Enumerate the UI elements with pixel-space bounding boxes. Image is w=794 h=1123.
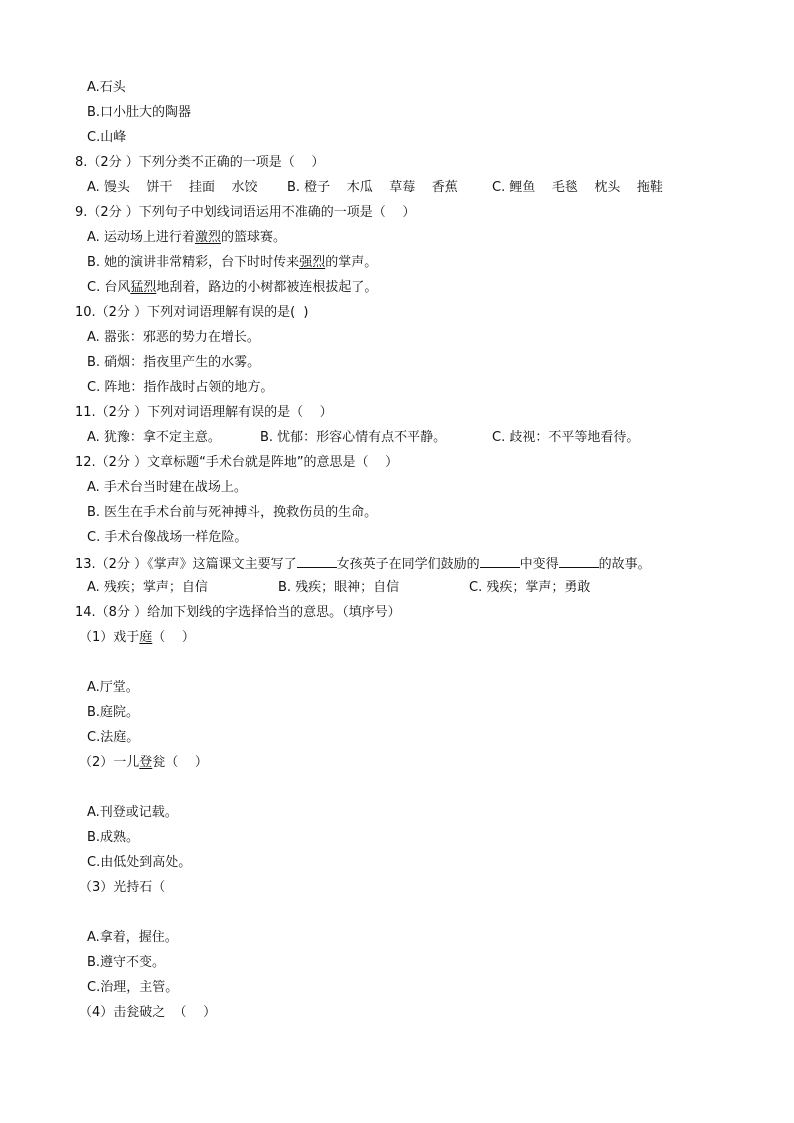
q14-part-2: （2）一儿登瓮（ ） (79, 755, 208, 770)
q11-stem: 11.（2分 ）下列对词语理解有误的是（ ） (75, 405, 333, 420)
q12-option-a: A. 手术台当时建在战场上。 (87, 480, 247, 495)
q14-part-1-option-c: C.法庭。 (87, 730, 140, 745)
underlined-char: 庭 (139, 630, 153, 645)
q7-option-c: C.山峰 (87, 130, 127, 145)
q14-part-1-option-b: B.庭院。 (87, 705, 140, 720)
underlined-char: 登 (139, 755, 153, 770)
q14-part-1-option-a: A.厅堂。 (87, 680, 139, 695)
q8-option-c: C. 鲤鱼 毛毯 枕头 拖鞋 (492, 180, 663, 195)
q9-option-c: C. 台风猛烈地刮着，路边的小树都被连根拔起了。 (87, 280, 378, 295)
q14-part-2-option-b: B.成熟。 (87, 830, 140, 845)
q14-part-2-option-a: A.刊登或记载。 (87, 805, 178, 820)
q14-part-3-option-a: A.拿着，握住。 (87, 930, 178, 945)
q9-option-b: B. 她的演讲非常精彩，台下时时传来强烈的掌声。 (87, 255, 378, 270)
q14-part-1: （1）戏于庭（ ） (79, 630, 195, 645)
q10-option-b: B. 硝烟：指夜里产生的水雾。 (87, 355, 261, 370)
q13-option-c: C. 残疾；掌声；勇敢 (469, 580, 591, 595)
answer-blank (480, 554, 520, 568)
answer-blank (297, 554, 337, 568)
underlined-word: 猛烈 (130, 280, 157, 295)
q10-option-c: C. 阵地：指作战时占领的地方。 (87, 380, 274, 395)
q12-stem: 12.（2分 ）文章标题“手术台就是阵地”的意思是（ ） (75, 455, 399, 470)
q7-option-a: A.石头 (87, 80, 126, 95)
q14-part-4: （4）击瓮破之 （ ） (79, 1005, 217, 1020)
q11-option-c: C. 歧视：不平等地看待。 (492, 430, 640, 445)
q13-option-a: A. 残疾；掌声；自信 (87, 580, 208, 595)
q8-option-b: B. 橙子 木瓜 草莓 香蕉 (287, 180, 458, 195)
q7-option-b: B.口小肚大的陶器 (87, 105, 192, 120)
q14-part-3-option-b: B.遵守不变。 (87, 955, 166, 970)
q11-option-a: A. 犹豫：拿不定主意。 (87, 430, 221, 445)
q12-option-c: C. 手术台像战场一样危险。 (87, 530, 248, 545)
q9-stem: 9.（2分 ）下列句子中划线词语运用不准确的一项是（ ） (75, 205, 416, 220)
q13-stem: 13.（2分 ）《掌声》这篇课文主要写了 女孩英子在同学们鼓励的 中变得 的故事。 (75, 554, 651, 572)
q8-stem: 8.（2分 ）下列分类不正确的一项是（ ） (75, 155, 325, 170)
q8-option-a: A. 馒头 饼干 挂面 水饺 (87, 180, 258, 195)
q10-option-a: A. 嚣张：邪恶的势力在增长。 (87, 330, 260, 345)
q12-option-b: B. 医生在手术台前与死神搏斗，挽救伤员的生命。 (87, 505, 378, 520)
q14-part-3: （3）光持石（ (79, 880, 166, 895)
q13-option-b: B. 残疾；眼神；自信 (278, 580, 400, 595)
q14-part-2-option-c: C.由低处到高处。 (87, 855, 192, 870)
q14-part-3-option-c: C.治理，主管。 (87, 980, 179, 995)
answer-blank (559, 554, 599, 568)
underlined-word: 激烈 (194, 230, 221, 245)
q10-stem: 10.（2分 ）下列对词语理解有误的是( ) (75, 305, 309, 320)
q11-option-b: B. 忧郁：形容心情有点不平静。 (260, 430, 447, 445)
q14-stem: 14.（8分 ）给加下划线的字选择恰当的意思。（填序号） (75, 605, 401, 620)
q9-option-a: A. 运动场上进行着激烈的篮球赛。 (87, 230, 286, 245)
underlined-word: 强烈 (299, 255, 326, 270)
